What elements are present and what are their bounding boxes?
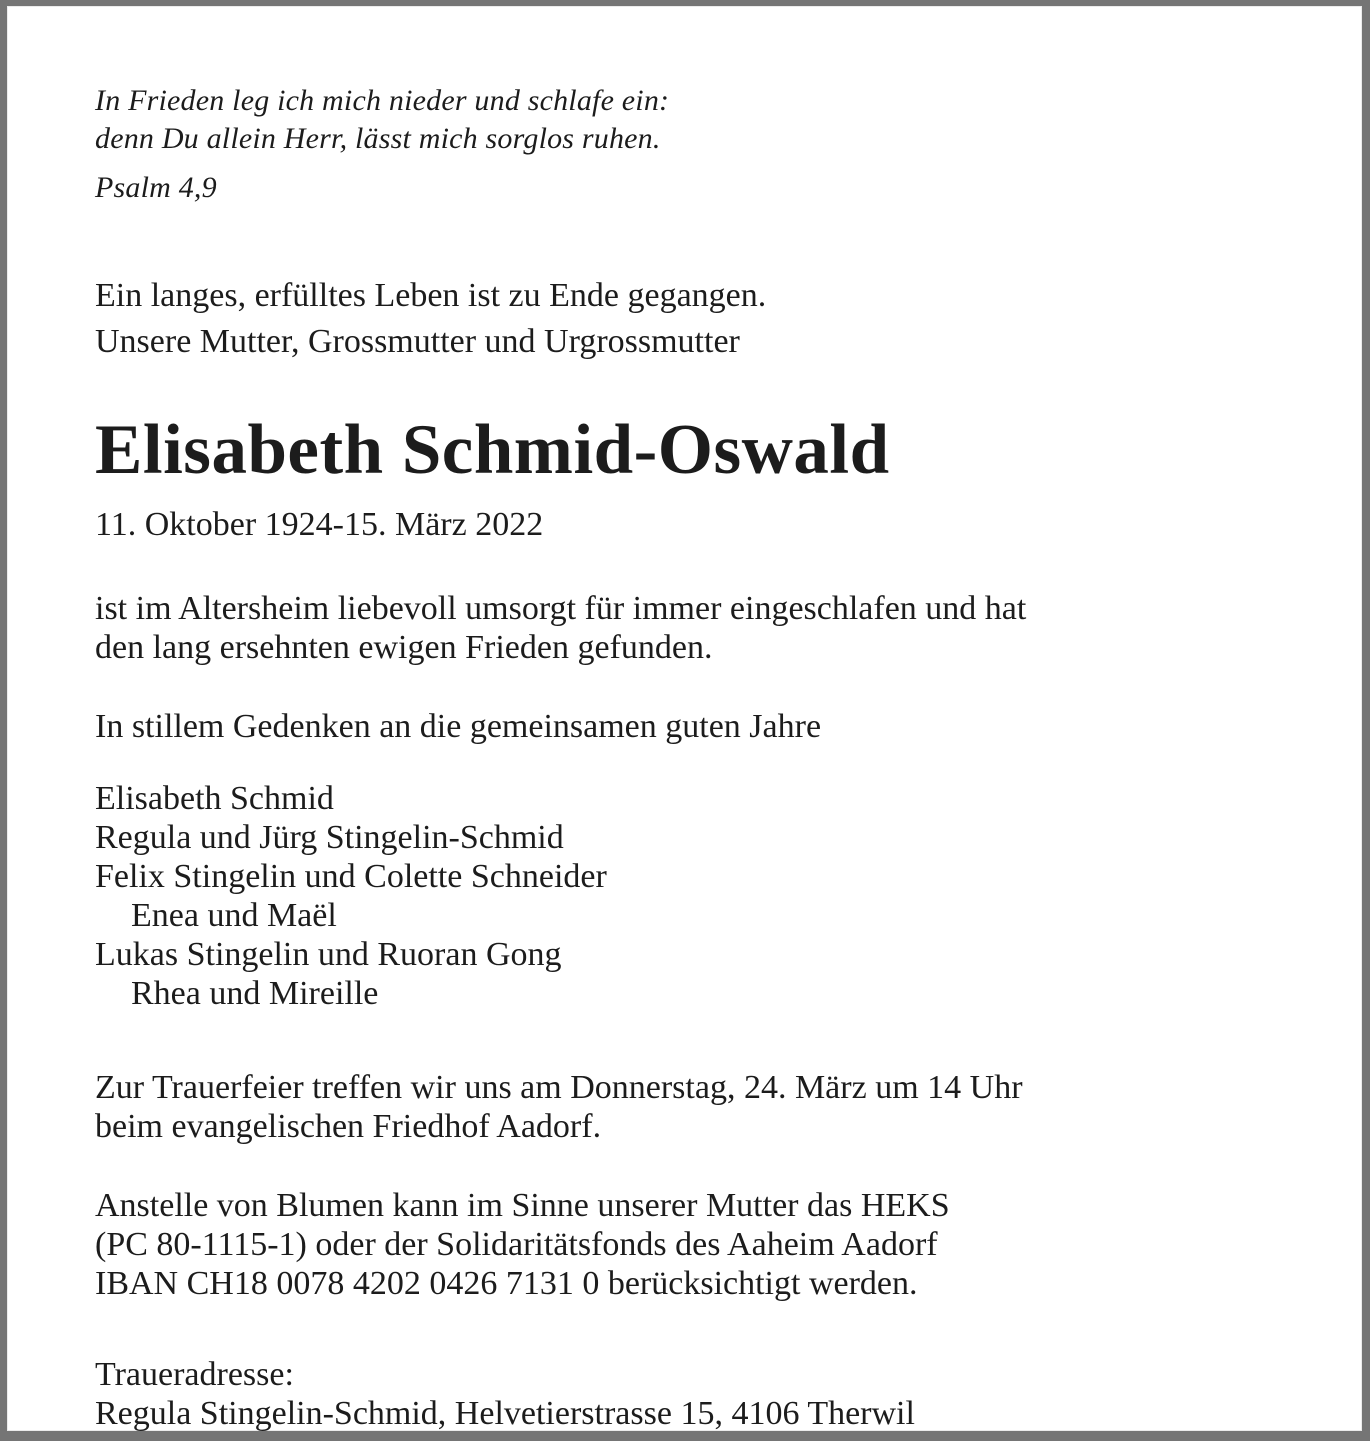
mourning-address-label: Traueradresse: — [95, 1356, 294, 1393]
donation-info — [95, 1186, 1322, 1303]
donation-info-line-2: (PC 80-1115-1) oder der Solidaritätsfonds des Aaheim Aadorf — [95, 1226, 938, 1263]
psalm-quote-line-1: In Frieden leg ich mich nieder und schlafe ein: — [95, 84, 670, 117]
mourning-address-line: Regula Stingelin-Schmid, Helvetierstrasse 15, 4106 Therwil — [95, 1395, 915, 1432]
obituary-page — [7, 6, 1362, 1431]
intro-text — [95, 273, 1322, 365]
mourning-address — [95, 1355, 1322, 1433]
funeral-info — [95, 1068, 1322, 1146]
donation-info-line-3: IBAN CH18 0078 4202 0426 7131 0 berücksichtigt werden. — [95, 1265, 918, 1302]
intro-line-1: Ein langes, erfülltes Leben ist zu Ende gegangen. — [95, 277, 767, 314]
death-message-line-1: ist im Altersheim liebevoll umsorgt für immer eingeschlafen und hat — [95, 590, 1027, 627]
funeral-info-line-1: Zur Trauerfeier treffen wir uns am Donnerstag, 24. März um 14 Uhr — [95, 1069, 1023, 1106]
mourner-name: Lukas Stingelin und Ruoran Gong — [95, 936, 562, 973]
life-dates: 11. Oktober 1924-15. März 2022 — [95, 506, 544, 543]
remembrance-line: In stillem Gedenken an die gemeinsamen guten Jahre — [95, 708, 822, 745]
mourner-name-grandchildren: Rhea und Mireille — [131, 975, 379, 1012]
funeral-info-line-2: beim evangelischen Friedhof Aadorf. — [95, 1108, 602, 1145]
mourner-name-grandchildren: Enea und Maël — [131, 897, 337, 934]
mourner-name: Elisabeth Schmid — [95, 780, 334, 817]
obituary-content — [7, 6, 1362, 1433]
mourner-name: Regula und Jürg Stingelin-Schmid — [95, 819, 564, 856]
death-message — [95, 589, 1322, 667]
psalm-quote-line-2: denn Du allein Herr, lässt mich sorglos ruhen. — [95, 122, 661, 155]
psalm-quote — [95, 82, 1322, 207]
donation-info-line-1: Anstelle von Blumen kann im Sinne unserer Mutter das HEKS — [95, 1187, 950, 1224]
deceased-name: Elisabeth Schmid-Oswald — [95, 411, 890, 489]
intro-line-2: Unsere Mutter, Grossmutter und Urgrossmutter — [95, 323, 740, 360]
psalm-reference: Psalm 4,9 — [95, 171, 217, 204]
death-message-line-2: den lang ersehnten ewigen Frieden gefunden. — [95, 629, 713, 666]
mourner-name: Felix Stingelin und Colette Schneider — [95, 858, 607, 895]
mourners-list — [95, 779, 1322, 1013]
